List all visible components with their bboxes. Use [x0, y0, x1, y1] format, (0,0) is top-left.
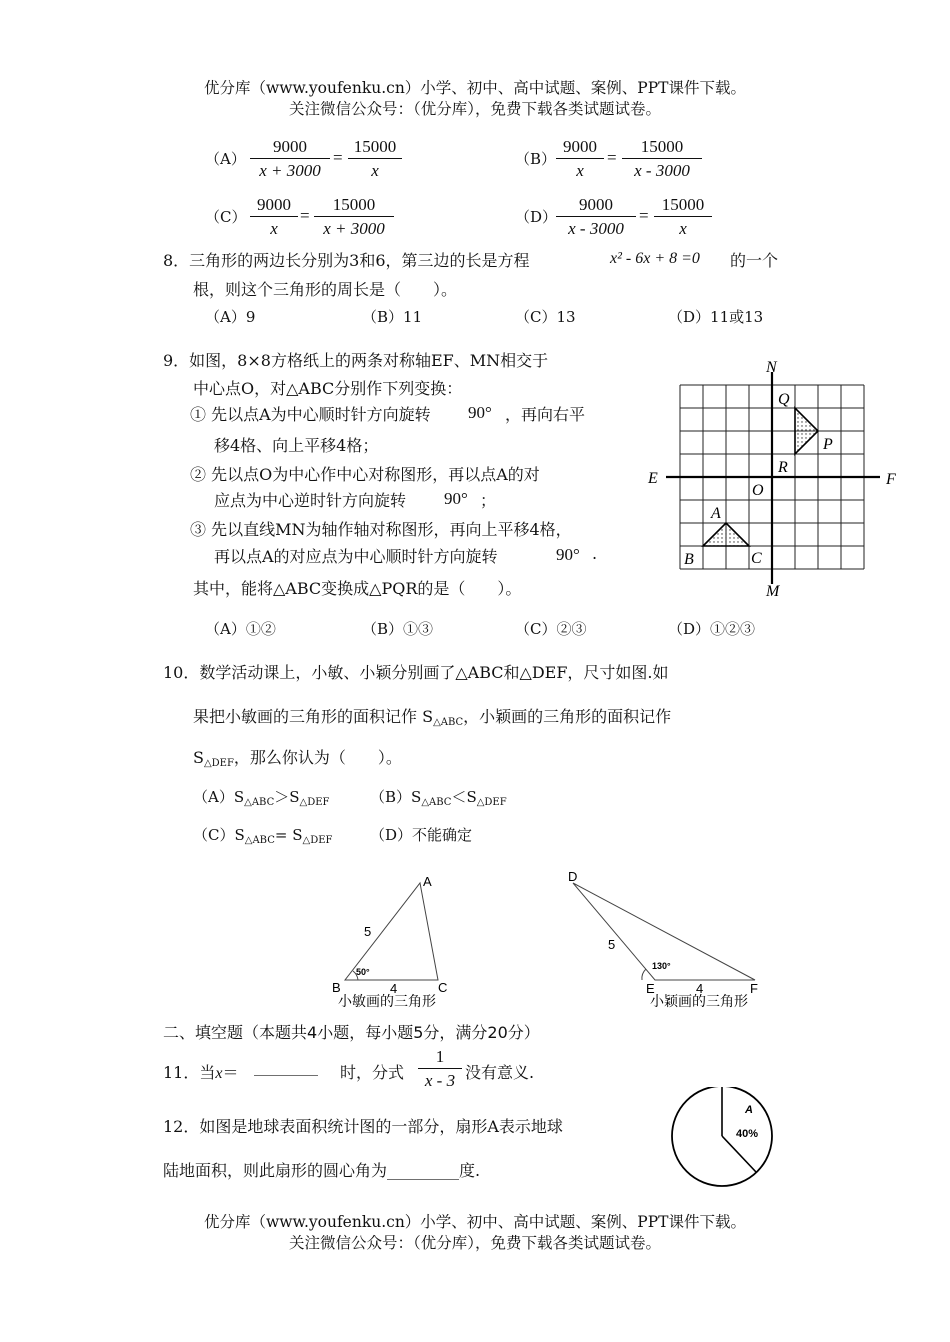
q9-option-c: （C）②③: [515, 620, 587, 638]
q8-option-c: （C）13: [515, 308, 576, 326]
q8-text-2: 的一个: [730, 251, 779, 270]
header-line-1: 优分库（www.youfenku.cn）小学、初中、高中试题、案例、PPT课件下载。: [203, 79, 747, 97]
label-a: A: [711, 505, 721, 522]
fig2-label-d: D: [568, 869, 578, 884]
fig1-label-c: C: [438, 980, 448, 995]
label-e: E: [648, 470, 658, 487]
label-o: O: [752, 482, 764, 499]
fig1-label-a: A: [423, 874, 432, 889]
fig1-side: 5: [364, 924, 372, 939]
label-b: B: [684, 551, 694, 568]
q9-step3-b: 再以点A的对应点为中心顺时针方向旋转: [214, 547, 498, 566]
q10-line-1: 10．数学活动课上，小敏、小颖分别画了△ABC和△DEF，尺寸如图.如: [163, 663, 669, 682]
angle-arc-e: [642, 969, 646, 980]
q10-option-a: $(A)S_{\triangle ABC}>S_{\triangle DEF}$: [193, 788, 330, 808]
q8-option-b: （B）11: [362, 308, 423, 326]
q8-equation: x² - 6x + 8 =0: [610, 250, 700, 267]
section-2-title: 二、填空题（本题共4小题，每小题5分，满分20分）: [163, 1023, 540, 1042]
q11-prefix: 11．当x＝: [163, 1063, 239, 1082]
fig2-angle: 130°: [652, 961, 671, 971]
triangle-abc: [703, 523, 749, 546]
label-f: F: [886, 471, 896, 488]
pie-percent: 40%: [736, 1128, 759, 1140]
q9-line-2: 中心点O，对△ABC分别作下列变换：: [193, 379, 463, 398]
q10-figure-def: [560, 865, 780, 1015]
fig2-label-e: E: [646, 981, 655, 996]
q8-option-a: （A）9: [205, 308, 256, 326]
fig2-base: 4: [696, 981, 704, 996]
label-p: P: [823, 436, 833, 453]
q11-blank[interactable]: ________: [254, 1057, 318, 1076]
q9-step1-b: ，再向右平: [505, 405, 586, 424]
fig1-caption: 小敏画的三角形: [338, 993, 436, 1009]
q9-option-a: （A）①②: [205, 620, 276, 638]
q8-option-d: （D）11或13: [668, 308, 764, 326]
fig2-label-f: F: [750, 981, 758, 996]
q9-option-d: （D）①②③: [668, 620, 756, 638]
header-line-2: 关注微信公众号：（优分库），免费下载各类试题试卷。: [288, 100, 661, 118]
q11-fraction: $\frac{1}{x - 3}$: [418, 1046, 462, 1093]
q8-text-3: 根，则这个三角形的周长是（ ）。: [193, 280, 458, 299]
q9-step1-deg: 90°: [468, 403, 492, 422]
q9-option-b: （B）①③: [362, 620, 434, 638]
q10-figure-abc: [320, 865, 490, 1015]
label-n: N: [766, 359, 777, 376]
label-r: R: [778, 459, 788, 476]
q9-step1-a: ① 先以点A为中心顺时针方向旋转: [190, 405, 431, 424]
fig1-angle: 50°: [356, 967, 370, 977]
fig2-caption: 小颖画的三角形: [650, 993, 748, 1009]
q11-mid: 时，分式: [340, 1063, 405, 1082]
q8-text-1: 8．三角形的两边长分别为3和6，第三边的长是方程: [163, 251, 530, 270]
q9-step1-c: 移4格、向上平移4格；: [214, 436, 379, 455]
label-c: C: [751, 550, 762, 567]
footer-line-1: 优分库（www.youfenku.cn）小学、初中、高中试题、案例、PPT课件下载。: [203, 1213, 747, 1231]
q9-step3-c: .: [592, 544, 598, 563]
pie-label-a: A: [745, 1104, 753, 1116]
q10-option-b: $(B)S_{\triangle ABC}<S_{\triangle DEF}$: [370, 788, 507, 808]
q10-line-3: $S_{\triangle DEF}$，那么你认为（ ）。: [193, 748, 402, 769]
triangle-abc-shape: [345, 883, 438, 980]
q12-line-1: 12．如图是地球表面积统计图的一部分，扇形A表示地球: [163, 1117, 563, 1136]
q9-line-1: 9．如图，8×8方格纸上的两条对称轴EF、MN相交于: [163, 351, 549, 370]
q9-step3-deg: 90°: [556, 545, 580, 564]
q9-step3-a: ③ 先以直线MN为轴作轴对称图形，再向上平移4格，: [190, 520, 572, 539]
q9-step2-deg: 90°: [444, 489, 468, 508]
q9-grid-figure: [640, 352, 910, 602]
q10-option-d: （D）不能确定: [370, 826, 473, 844]
triangle-pqr: [795, 408, 818, 454]
label-m: M: [766, 583, 780, 600]
q12-line-2: 陆地面积，则此扇形的圆心角为_________度.: [163, 1161, 481, 1180]
fig2-side: 5: [608, 937, 616, 952]
footer-line-2: 关注微信公众号：（优分库），免费下载各类试题试卷。: [288, 1234, 661, 1252]
q11-suffix: 没有意义.: [465, 1063, 535, 1082]
q10-option-c: $(C)S_{\triangle ABC}= S_{\triangle DEF}$: [193, 826, 333, 846]
fig1-base: 4: [390, 981, 398, 996]
q10-line-2: 果把小敏画的三角形的面积记作 $S_{\triangle ABC}$，小颖画的三角形的面积记作: [193, 707, 672, 728]
q9-step2-b: 应点为中心逆时针方向旋转: [214, 491, 407, 510]
q9-line-end: 其中，能将△ABC变换成△PQR的是（ ）。: [193, 579, 522, 598]
q9-step2-c: ；: [480, 491, 497, 510]
q12-pie-chart: [668, 1087, 780, 1187]
fig1-label-b: B: [332, 980, 341, 995]
q9-step2-a: ② 先以点O为中心作中心对称图形，再以点A的对: [190, 465, 540, 484]
label-q: Q: [778, 391, 790, 408]
